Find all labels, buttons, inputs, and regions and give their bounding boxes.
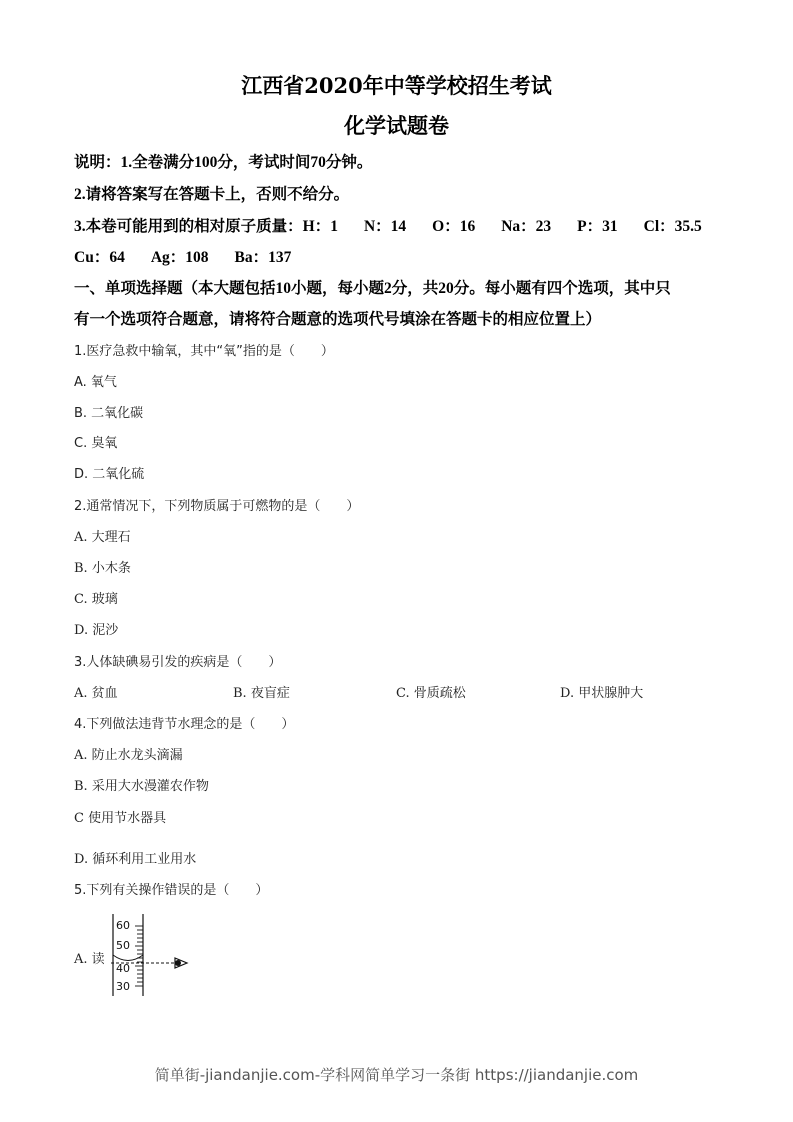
atomic-mass-ba: Ba：137	[234, 249, 292, 266]
instruction-1: 说明：1.全卷满分100分，考试时间70分钟。	[74, 154, 373, 171]
atomic-mass-h: H：1	[302, 218, 338, 235]
question-2-option-c: C. 玻璃	[74, 592, 118, 607]
question-2-option-b: B. 小木条	[74, 561, 131, 576]
eye-icon	[175, 958, 187, 968]
instruction-2: 2.请将答案写在答题卡上，否则不给分。	[74, 186, 350, 203]
atomic-mass-ag: Ag：108	[150, 249, 209, 266]
question-4-option-d: D. 循环利用工业用水	[74, 852, 197, 867]
question-3-option-a: A. 贫血	[74, 686, 118, 701]
graduated-cylinder-figure	[111, 914, 191, 998]
atomic-mass-cl: Cl：35.5	[643, 218, 702, 235]
question-5-option-a: A. 读	[74, 952, 105, 967]
section-heading-line1: 一、单项选择题（本大题包括10小题，每小题2分，共20分。每小题有四个选项，其中只	[74, 280, 671, 297]
question-4-option-b: B. 采用大水漫灌农作物	[74, 779, 209, 794]
question-3-option-b: B. 夜盲症	[233, 686, 290, 701]
exam-subtitle: 化学试题卷	[344, 113, 449, 138]
question-1-option-c: C. 臭氧	[74, 436, 118, 451]
atomic-mass-na: Na：23	[501, 218, 552, 235]
question-5-stem: 5.下列有关操作错误的是（ ）	[74, 883, 269, 898]
question-4-option-a: A. 防止水龙头滴漏	[74, 748, 183, 763]
cylinder-scale-50: 50	[116, 939, 130, 952]
atomic-mass-p: P：31	[577, 218, 618, 235]
question-4-stem: 4.下列做法违背节水理念的是（ ）	[74, 717, 295, 732]
cylinder-scale-60: 60	[116, 919, 130, 932]
atomic-mass-n: N：14	[363, 218, 407, 235]
question-1-option-d: D. 二氧化硫	[74, 467, 145, 482]
atomic-mass-cu: Cu：64	[74, 249, 125, 266]
question-1-stem: 1.医疗急救中输氧，其中“氧”指的是（ ）	[74, 344, 334, 359]
question-4-option-c: C 使用节水器具	[74, 811, 167, 826]
question-2-stem: 2.通常情况下，下列物质属于可燃物的是（ ）	[74, 499, 360, 514]
instruction-3	[74, 214, 702, 236]
exam-title: 江西省2020年中等学校招生考试	[241, 73, 552, 98]
atomic-mass-o: O：16	[432, 218, 476, 235]
question-1-option-b: B. 二氧化碳	[74, 406, 144, 421]
question-3-stem: 3.人体缺碘易引发的疾病是（ ）	[74, 655, 282, 670]
section-heading-line2: 有一个选项符合题意，请将符合题意的选项代号填涂在答题卡的相应位置上）	[74, 311, 602, 328]
cylinder-scale-30: 30	[116, 980, 130, 993]
meniscus-curve	[113, 955, 143, 961]
cylinder-scale-40: 40	[116, 962, 130, 975]
question-2-option-a: A. 大理石	[74, 530, 131, 545]
question-3-option-d: D. 甲状腺肿大	[560, 686, 644, 701]
footer-watermark: 简单街-jiandanjie.com-学科网简单学习一条街 https://jiandanjie.com	[154, 1066, 639, 1084]
atomic-mass-label: 3.本卷可能用到的相对原子质量：	[74, 218, 303, 235]
question-2-option-d: D. 泥沙	[74, 623, 119, 638]
question-3-option-c: C. 骨质疏松	[396, 686, 466, 701]
question-1-option-a: A. 氧气	[74, 375, 117, 390]
instruction-3-cont	[74, 245, 291, 267]
